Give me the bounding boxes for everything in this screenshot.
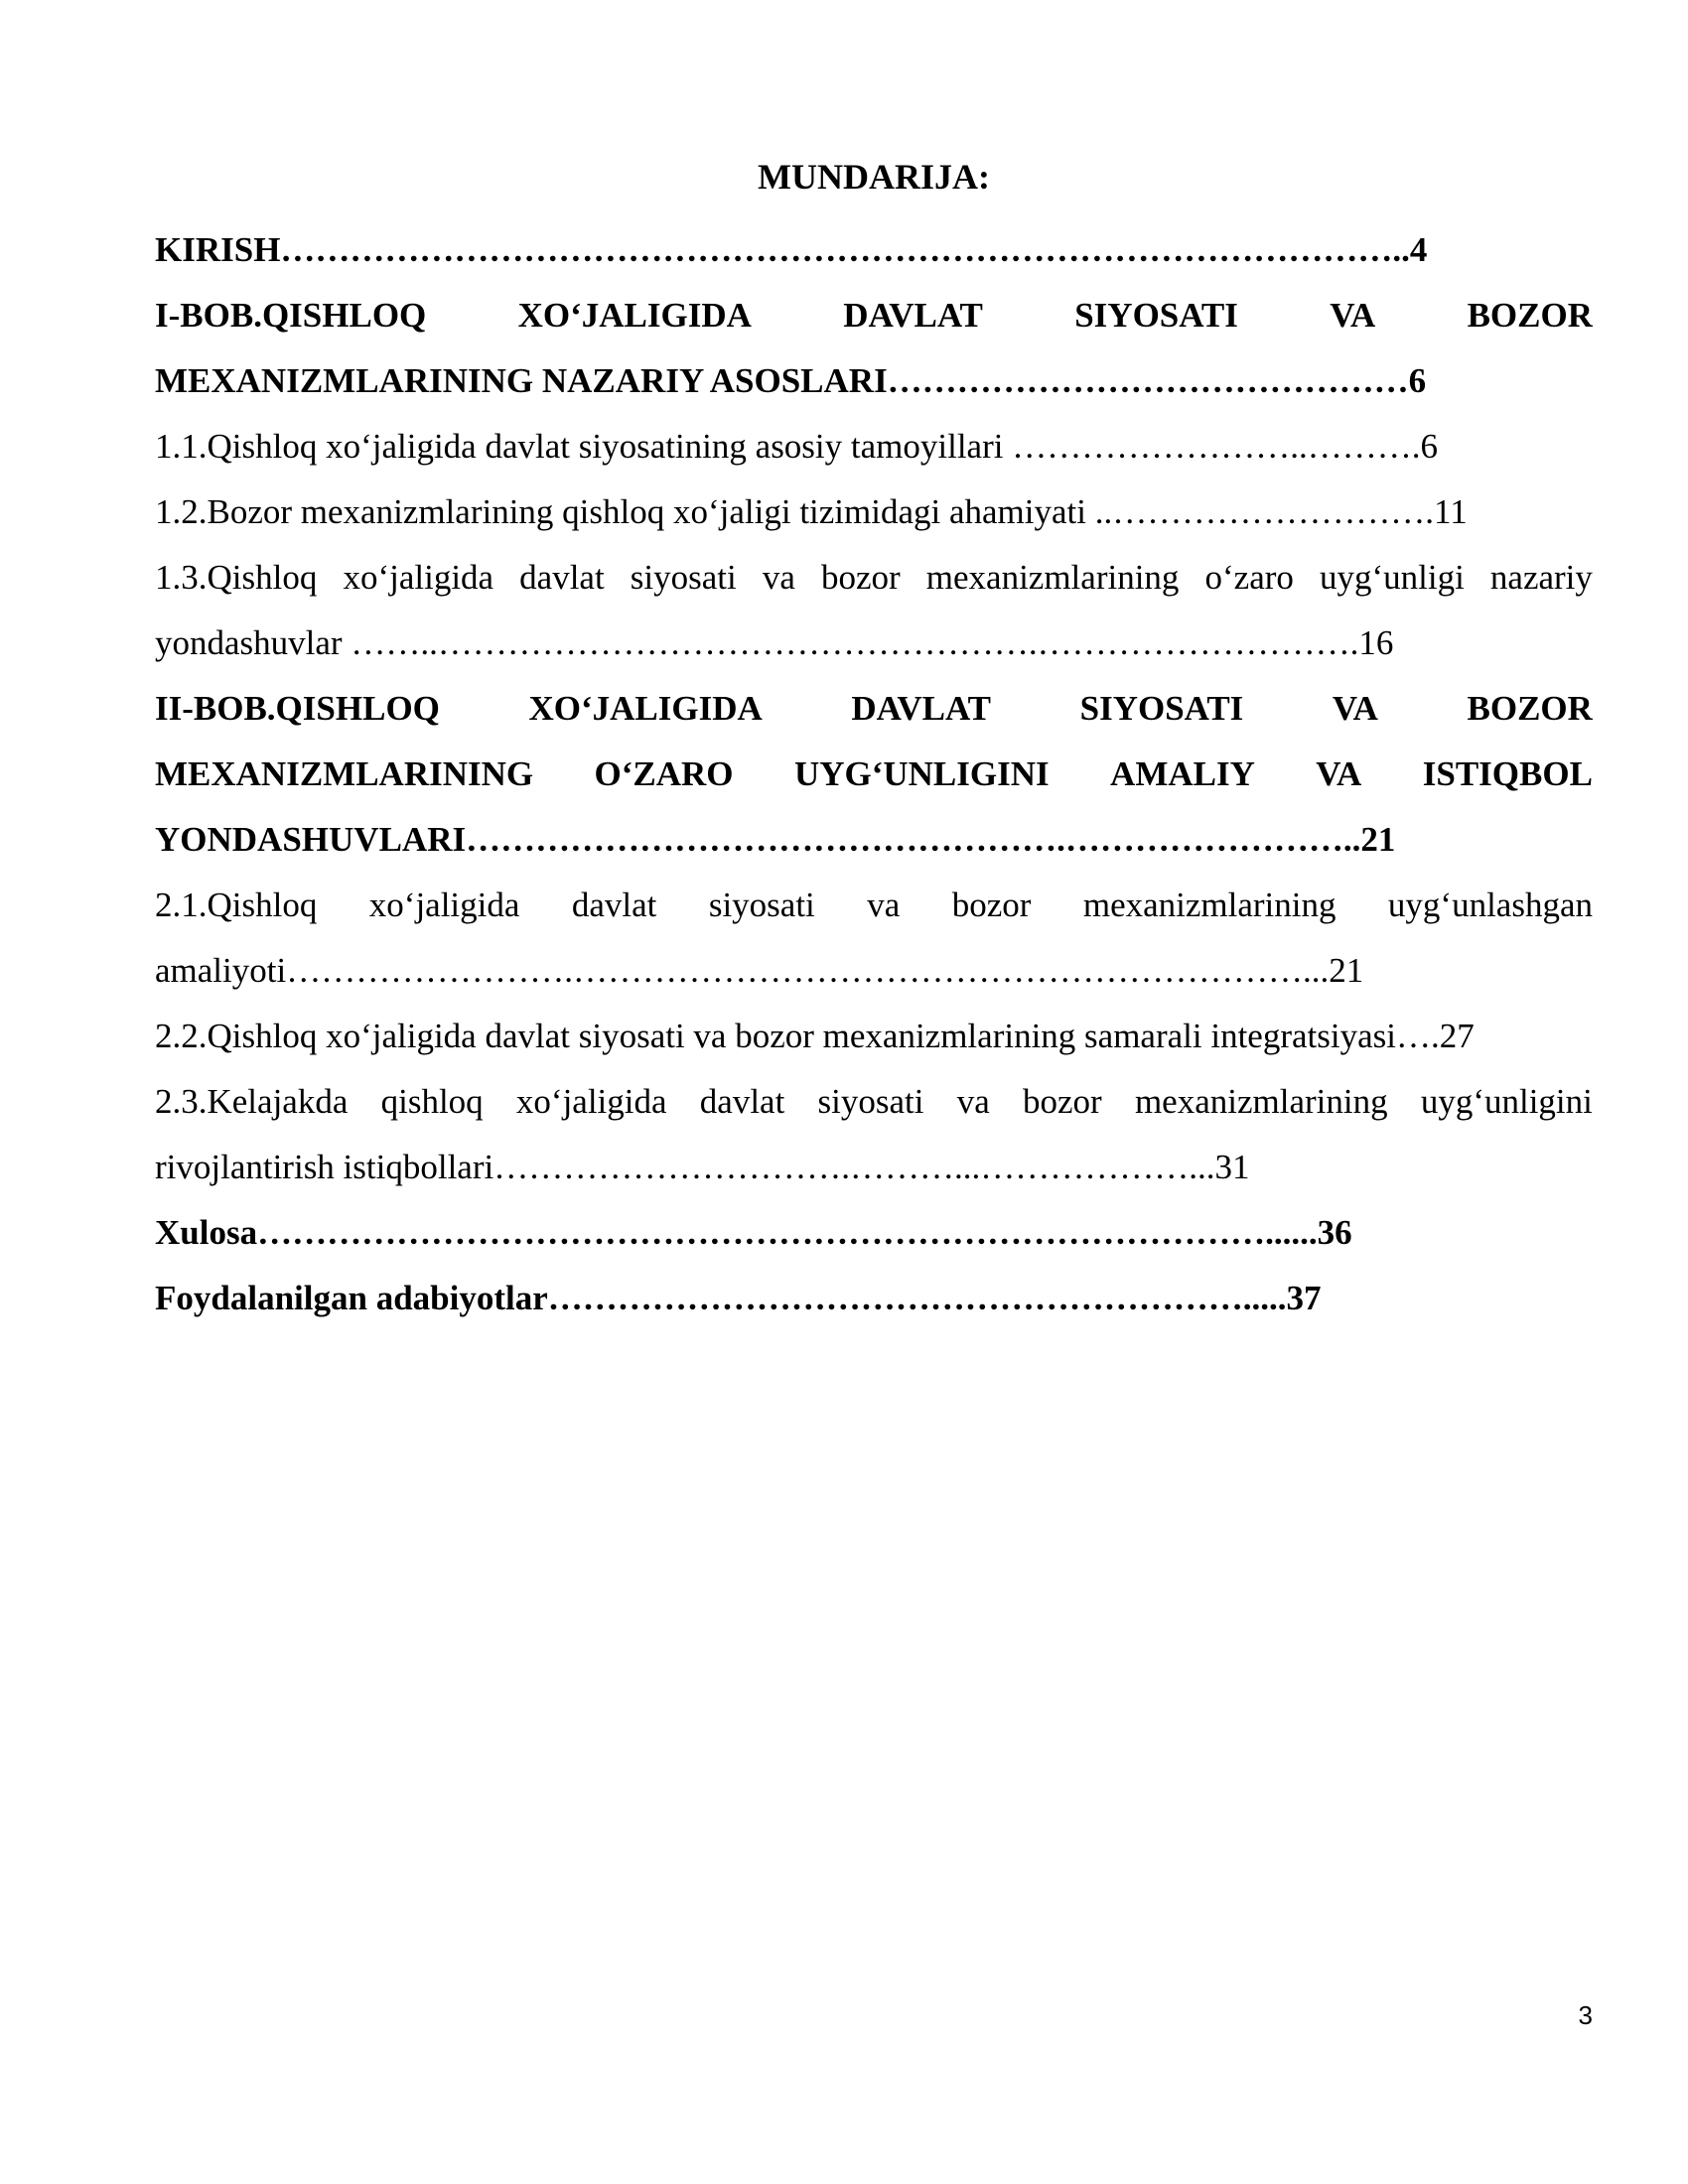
toc-word: nazariy [1489, 558, 1593, 597]
toc-word: VA [1330, 296, 1376, 335]
toc-entry-xulosa: Xulosa……………………………………………………………………………......36 [155, 1213, 1352, 1252]
toc-entry-section-2-3-line1 [155, 1069, 1593, 1135]
toc-entry-section-1-2: 1.2.Bozor mexanizmlarining qishloq xo‘jaligi tizimidagi ahamiyati ..……………………….11 [155, 492, 1468, 531]
toc-word: II-BOB.QISHLOQ [155, 689, 440, 728]
toc-word: xo‘jaligida [515, 1082, 667, 1121]
page-number: 3 [1578, 2000, 1593, 2030]
toc-word: uyg‘unligini [1420, 1082, 1593, 1121]
toc-word: xo‘jaligida [368, 886, 520, 924]
toc-word: siyosati [817, 1082, 924, 1121]
toc-entry-section-2-3-line2: rivojlantirish istiqbollari………………………….………...………………...31 [155, 1148, 1250, 1186]
toc-word: UYG‘UNLIGINI [793, 754, 1050, 793]
toc-entry-section-2-1-line1 [155, 873, 1593, 938]
toc-word: xo‘jaligida [343, 558, 494, 597]
toc-word: va [867, 886, 901, 924]
toc-word: MEXANIZMLARINING [155, 754, 534, 793]
toc-word: DAVLAT [843, 296, 983, 335]
toc-word: SIYOSATI [1074, 296, 1238, 335]
toc-entry-section-1-1: 1.1.Qishloq xo‘jaligida davlat siyosatining asosiy tamoyillari ……………………..……….6 [155, 427, 1438, 466]
toc-entry-section-2-1-line2: amaliyoti…………………….………………………………………………………...21 [155, 951, 1364, 990]
toc-word: 2.3.Kelajakda [155, 1082, 349, 1121]
toc-word: davlat [571, 886, 657, 924]
toc-word: 1.3.Qishloq [155, 558, 318, 597]
toc-entry-adabiyotlar: Foydalanilgan adabiyotlar…………………………………………………….....37 [155, 1279, 1322, 1317]
toc-word: DAVLAT [851, 689, 992, 728]
toc-entry-chapter2-line2 [155, 742, 1593, 807]
toc-entry-kirish: KIRISH……………………………………………………………………………………..4 [155, 230, 1428, 269]
toc-word: BOZOR [1467, 296, 1593, 335]
toc-word: siyosati [708, 886, 815, 924]
toc-word: mexanizmlarining [925, 558, 1180, 597]
toc-word: AMALIY [1110, 754, 1255, 793]
toc-entry-chapter1-line2: MEXANIZMLARINING NAZARIY ASOSLARI………………………………………6 [155, 361, 1427, 400]
toc-word: bozor [1023, 1082, 1102, 1121]
toc-entry-section-1-3-line1 [155, 545, 1593, 611]
toc-word: uyg‘unligi [1320, 558, 1465, 597]
toc-entry-section-2-2: 2.2.Qishloq xo‘jaligida davlat siyosati va bozor mexanizmlarining samarali integratsiyasi….27 [155, 1017, 1475, 1055]
toc-title: MUNDARIJA: [758, 157, 990, 197]
toc-word: va [762, 558, 795, 597]
toc-word: SIYOSATI [1079, 689, 1244, 728]
toc-word: qishloq [380, 1082, 484, 1121]
toc-word: o‘zaro [1204, 558, 1294, 597]
toc-word: XO‘JALIGIDA [528, 689, 763, 728]
toc-word: XO‘JALIGIDA [517, 296, 752, 335]
toc-entry-section-1-3-line2: yondashuvlar ……..…………………………………………….……………………….16 [155, 623, 1394, 662]
toc-word: 2.1.Qishloq [155, 886, 318, 924]
toc-word: mexanizmlarining [1082, 886, 1336, 924]
toc-word: davlat [699, 1082, 785, 1121]
toc-word: BOZOR [1467, 689, 1593, 728]
toc-word: davlat [519, 558, 605, 597]
toc-word: uyg‘unlashgan [1387, 886, 1593, 924]
toc-word: bozor [951, 886, 1032, 924]
toc-word: siyosati [630, 558, 737, 597]
toc-word: VA [1332, 689, 1378, 728]
toc-word: mexanizmlarining [1134, 1082, 1388, 1121]
toc-word: ISTIQBOL [1422, 754, 1593, 793]
toc-word: I-BOB.QISHLOQ [155, 296, 427, 335]
toc-word: VA [1316, 754, 1362, 793]
toc-word: bozor [820, 558, 901, 597]
table-of-contents [155, 217, 1593, 1331]
toc-entry-chapter2-line3: YONDASHUVLARI…………………………………………….……………………..21 [155, 820, 1396, 859]
toc-entry-chapter1-line1 [155, 283, 1593, 348]
toc-entry-chapter2-line1 [155, 676, 1593, 742]
toc-word: O‘ZARO [594, 754, 734, 793]
toc-word: va [956, 1082, 990, 1121]
